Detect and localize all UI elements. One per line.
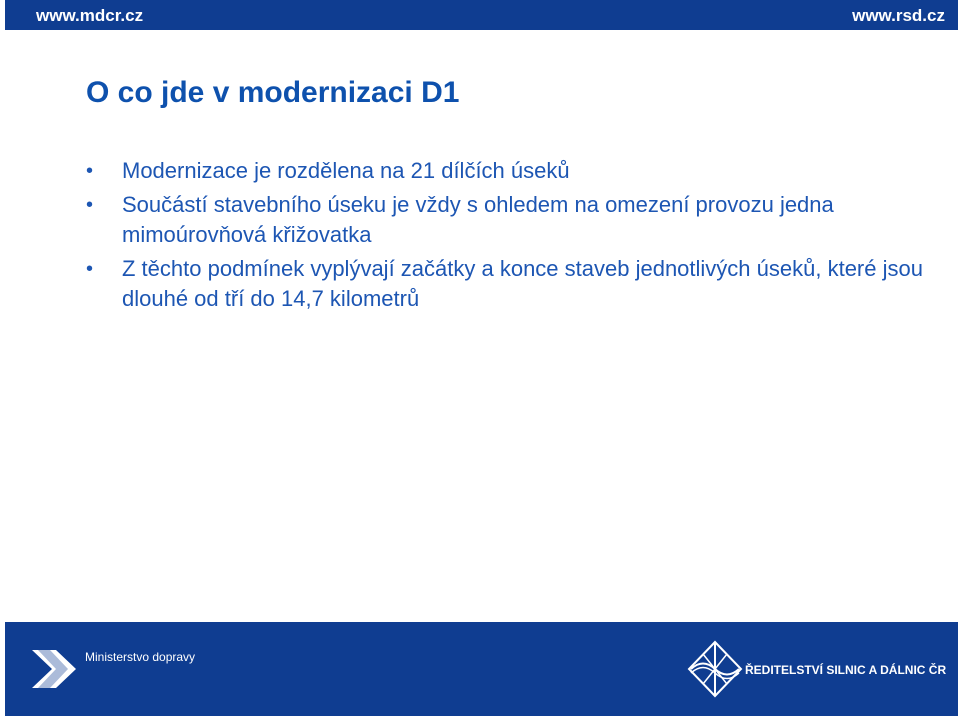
bullet-text: Modernizace je rozdělena na 21 dílčích úseků — [122, 158, 570, 183]
slide-title: O co jde v modernizaci D1 — [86, 76, 460, 109]
footer-bar — [5, 622, 958, 716]
bullet-icon: • — [86, 258, 94, 280]
rsd-url[interactable]: www.rsd.cz — [852, 6, 945, 25]
mdcr-org-name: Ministerstvo dopravy — [85, 650, 196, 664]
bullet-text: Součástí stavebního úseku je vždy s ohledem na omezení provozu jedna mimoúrovňová křižovatka — [122, 192, 834, 247]
bullet-icon: • — [86, 194, 94, 216]
bullet-item — [86, 190, 936, 250]
bullet-item — [86, 156, 936, 186]
mdcr-logo-icon — [32, 646, 82, 692]
rsd-org-name: ŘEDITELSTVÍ SILNIC A DÁLNIC ČR — [745, 663, 947, 677]
bullet-text: Z těchto podmínek vyplývají začátky a konce staveb jednotlivých úseků, které jsou dlouhé od tří do 14,7 kilometrů — [122, 256, 923, 311]
rsd-logo-icon — [687, 640, 743, 698]
bullet-item — [86, 254, 936, 314]
mdcr-url[interactable]: www.mdcr.cz — [36, 6, 144, 25]
bullet-list — [86, 156, 936, 318]
header-bar — [5, 0, 958, 30]
bullet-icon: • — [86, 160, 94, 182]
